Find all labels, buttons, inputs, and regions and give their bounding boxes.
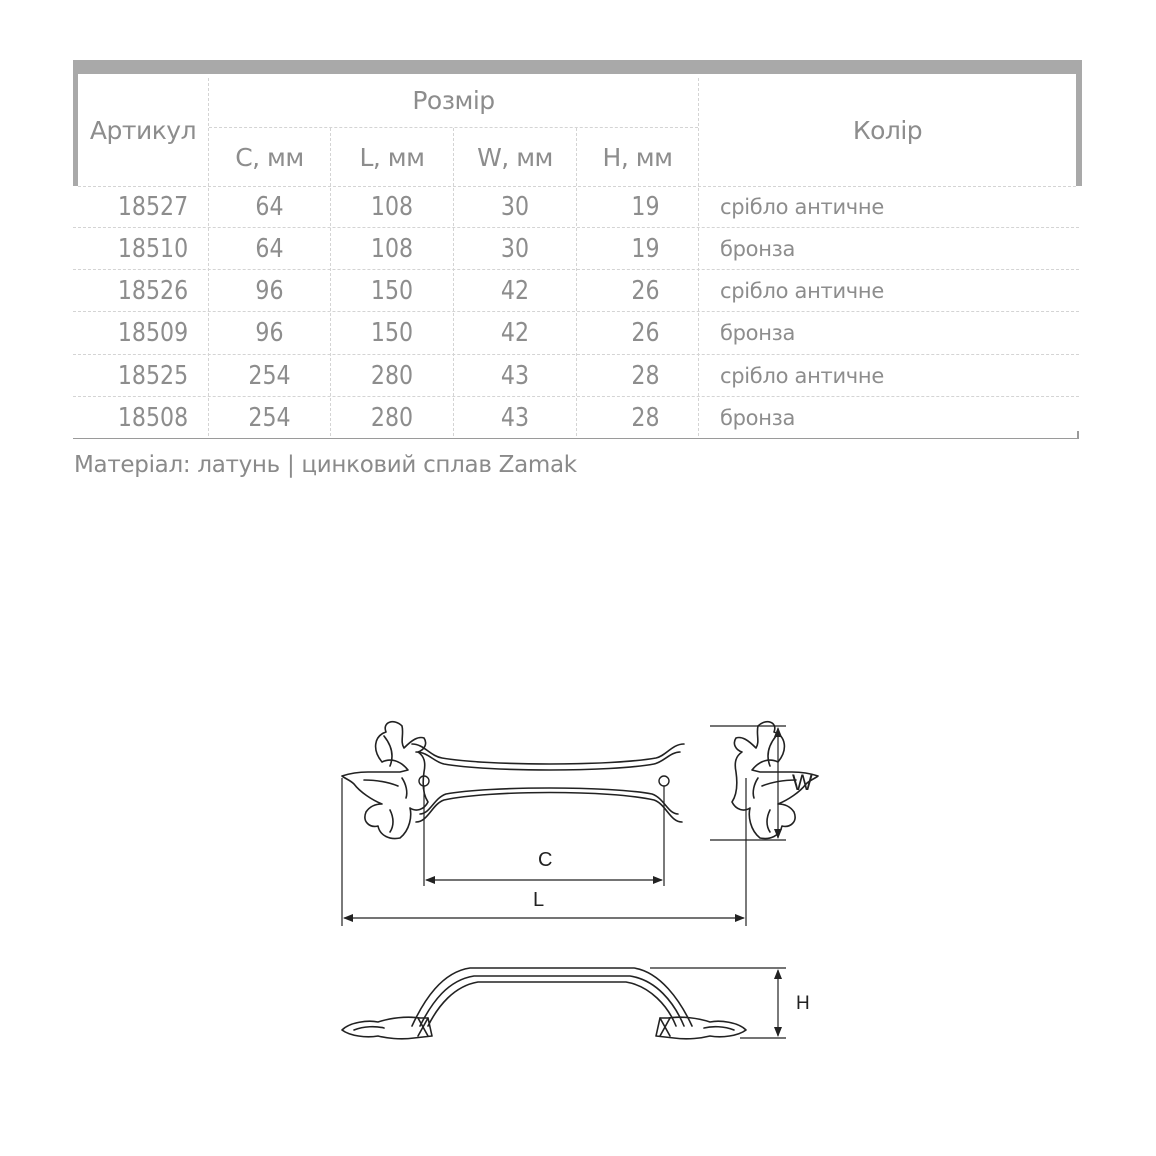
cell-color: срібло античне bbox=[720, 279, 884, 303]
cell-c: 254 bbox=[248, 361, 291, 391]
table-top-bar bbox=[73, 60, 1082, 74]
cell-article: 18526 bbox=[117, 276, 189, 306]
cell-l: 108 bbox=[370, 234, 414, 264]
cell-c: 64 bbox=[255, 234, 284, 264]
cell-h: 28 bbox=[631, 402, 660, 433]
cell-l: 108 bbox=[370, 192, 414, 222]
cell-c: 254 bbox=[248, 402, 291, 433]
cell-article: 18509 bbox=[117, 318, 189, 348]
handle-drawing bbox=[320, 700, 840, 1070]
spec-table bbox=[73, 60, 1082, 442]
cell-l: 280 bbox=[370, 361, 414, 391]
dim-label-l: L bbox=[533, 889, 545, 911]
cell-color: бронза bbox=[720, 321, 796, 345]
cell-h: 26 bbox=[631, 318, 660, 348]
header-w: W, мм bbox=[477, 142, 553, 172]
header-article: Артикул bbox=[89, 115, 197, 145]
header-size-group: Розмір bbox=[412, 86, 495, 115]
cell-color: бронза bbox=[720, 405, 796, 430]
cell-w: 42 bbox=[500, 276, 530, 306]
cell-h: 28 bbox=[631, 361, 660, 391]
cell-article: 18508 bbox=[117, 402, 189, 433]
cell-color: срібло античне bbox=[720, 364, 884, 388]
cell-w: 42 bbox=[500, 318, 530, 348]
cell-h: 19 bbox=[631, 234, 660, 264]
cell-l: 150 bbox=[370, 276, 414, 306]
table-bottom-border bbox=[73, 438, 1079, 439]
cell-c: 64 bbox=[255, 192, 284, 222]
header-h: H, мм bbox=[602, 142, 673, 172]
dim-label-h: H bbox=[796, 993, 810, 1014]
material-note: Матеріал: латунь | цинковий сплав Zamak bbox=[74, 452, 577, 478]
header-c: C, мм bbox=[235, 142, 304, 172]
header-l: L, мм bbox=[359, 142, 425, 172]
cell-color: срібло античне bbox=[720, 195, 884, 219]
cell-article: 18510 bbox=[117, 234, 189, 264]
cell-l: 150 bbox=[370, 318, 414, 348]
table-frame bbox=[73, 60, 1082, 442]
cell-article: 18525 bbox=[117, 361, 189, 391]
cell-w: 30 bbox=[500, 234, 530, 264]
handle-side-view bbox=[342, 968, 746, 1039]
table-right-border bbox=[1076, 60, 1082, 186]
cell-c: 96 bbox=[255, 318, 284, 348]
cell-w: 30 bbox=[500, 192, 530, 222]
cell-w: 43 bbox=[500, 361, 530, 391]
cell-c: 96 bbox=[255, 276, 284, 306]
table-bottom-tick bbox=[1077, 431, 1079, 439]
dim-label-w: W bbox=[792, 770, 813, 795]
dim-label-c: C bbox=[538, 849, 553, 871]
cell-color: бронза bbox=[720, 237, 796, 261]
cell-article: 18527 bbox=[117, 192, 189, 222]
cell-h: 26 bbox=[631, 276, 660, 306]
cell-h: 19 bbox=[631, 192, 660, 222]
cell-l: 280 bbox=[370, 402, 414, 433]
cell-w: 43 bbox=[500, 402, 530, 433]
header-color: Колір bbox=[852, 115, 923, 145]
